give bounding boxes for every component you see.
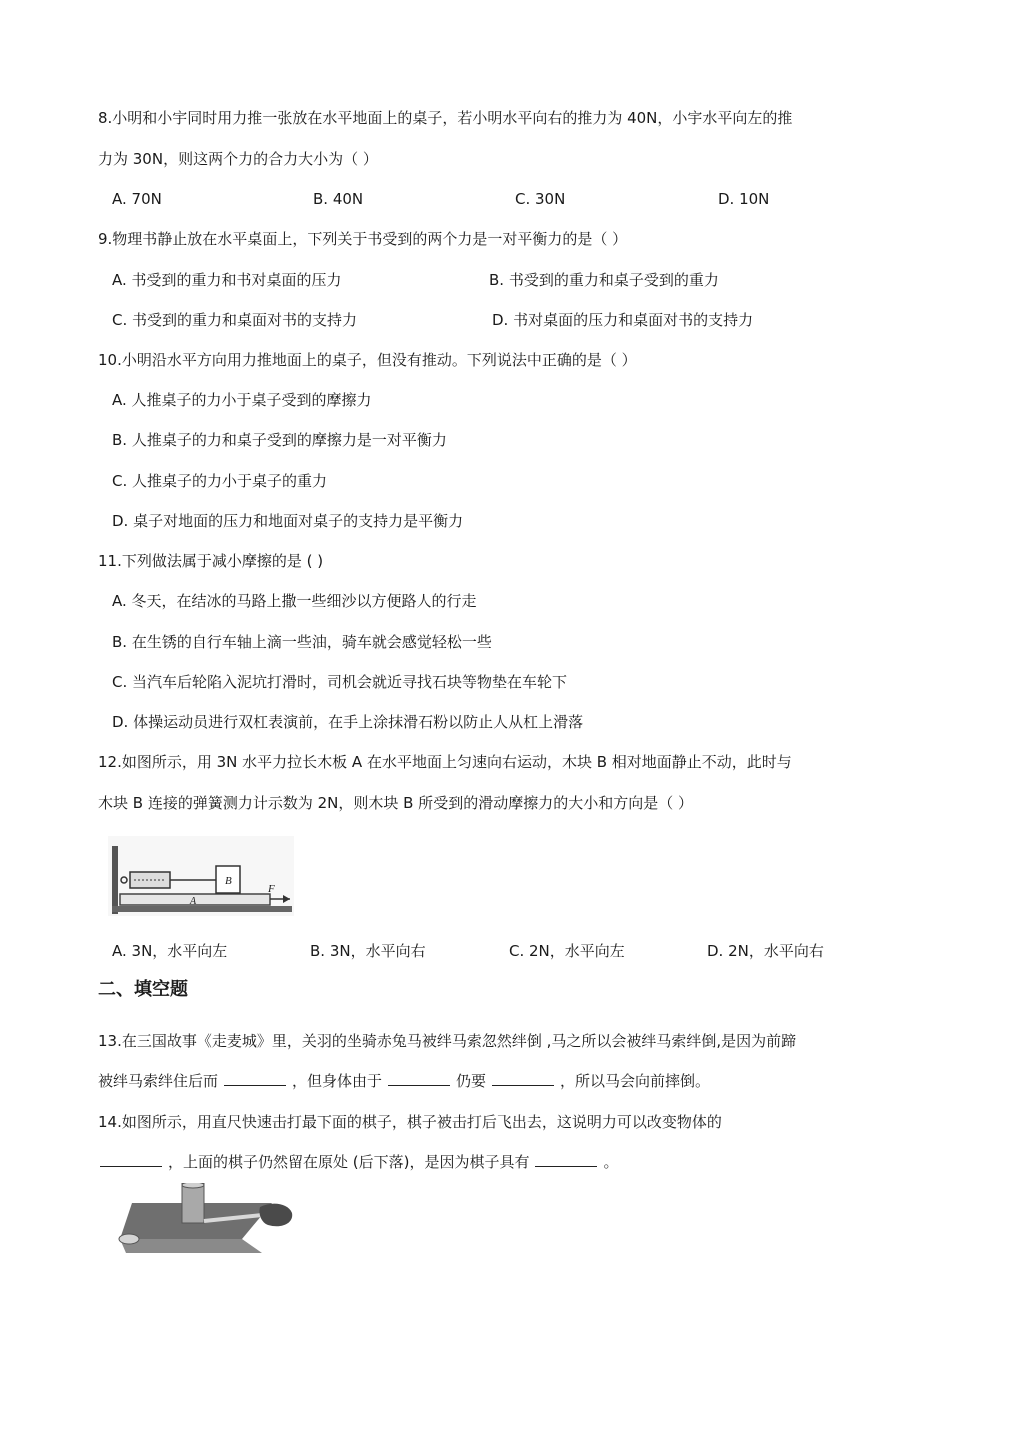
q10-option-b: B. 人推桌子的力和桌子受到的摩擦力是一对平衡力 <box>112 431 447 449</box>
q12-stem-line2: 木块 B 连接的弹簧测力计示数为 2N，则木块 B 所受到的滑动摩擦力的大小和方向是（ ） <box>98 794 693 812</box>
section-title: 二、填空题 <box>98 979 188 1000</box>
q12-option-b: B. 3N，水平向右 <box>310 942 426 960</box>
wall <box>112 846 118 914</box>
q10-option-c: C. 人推桌子的力小于桌子的重力 <box>112 472 328 490</box>
force-label: F <box>268 883 275 895</box>
q14-blank-2[interactable] <box>535 1152 597 1167</box>
q12-option-c: C. 2N，水平向左 <box>509 942 625 960</box>
q14-stem-line1: 14.如图所示，用直尺快速击打最下面的棋子，棋子被击打后飞出去，这说明力可以改变物体的 <box>98 1113 722 1131</box>
q12-figure <box>108 836 294 916</box>
q13-stem-line1: 13.在三国故事《走麦城》里，关羽的坐骑赤兔马被绊马索忽然绊倒 ,马之所以会被绊马索绊倒,是因为前蹄 <box>98 1032 797 1050</box>
q12-option-d: D. 2N，水平向右 <box>707 942 824 960</box>
q9-option-c: C. 书受到的重力和桌面对书的支持力 <box>112 311 358 329</box>
ground <box>112 906 292 912</box>
q13-text-part1: 被绊马索绊住后而 <box>98 1072 219 1090</box>
q14-figure <box>112 1183 294 1257</box>
q11-option-c: C. 当汽车后轮陷入泥坑打滑时，司机会就近寻找石块等物垫在车轮下 <box>112 673 568 691</box>
q14-text-part2: 。 <box>603 1153 619 1171</box>
q11-option-a: A. 冬天，在结冰的马路上撒一些细沙以方便路人的行走 <box>112 592 477 610</box>
q9-option-a: A. 书受到的重力和书对桌面的压力 <box>112 271 342 289</box>
q9-stem: 9.物理书静止放在水平桌面上，下列关于书受到的两个力是一对平衡力的是（ ） <box>98 230 628 248</box>
q11-stem: 11.下列做法属于减小摩擦的是 ( ) <box>98 552 324 570</box>
chess-stack-top <box>182 1183 204 1188</box>
q14-stem-line2 <box>94 1152 619 1172</box>
q12-stem-line1: 12.如图所示，用 3N 水平力拉长木板 A 在水平地面上匀速向右运动，木块 B 相对地面静止不动，此时与 <box>98 753 792 771</box>
chess-stack <box>182 1183 204 1223</box>
q9-option-b: B. 书受到的重力和桌子受到的重力 <box>489 271 719 289</box>
q8-stem-line2: 力为 30N，则这两个力的合力大小为（ ） <box>98 150 378 168</box>
q12-option-a: A. 3N，水平向左 <box>112 942 228 960</box>
q13-text-part4: ，所以马会向前摔倒。 <box>560 1072 711 1090</box>
q11-option-b: B. 在生锈的自行车轴上滴一些油，骑车就会感觉轻松一些 <box>112 633 492 651</box>
q11-option-d: D. 体操运动员进行双杠表演前，在手上涂抹滑石粉以防止人从杠上滑落 <box>112 713 584 731</box>
q13-blank-2[interactable] <box>388 1071 450 1086</box>
q10-stem: 10.小明沿水平方向用力推地面上的桌子，但没有推动。下列说法中正确的是（ ） <box>98 351 637 369</box>
board-a-label: A <box>190 896 197 907</box>
q8-stem-line1: 8.小明和小宇同时用力推一张放在水平地面上的桌子，若小明水平向右的推力为 40N，小宇水平向左的推 <box>98 109 793 127</box>
q13-text-part2: ，但身体由于 <box>292 1072 383 1090</box>
table-edge <box>120 1239 262 1253</box>
flying-chess-piece <box>119 1234 139 1244</box>
q13-blank-3[interactable] <box>492 1071 554 1086</box>
q14-text-part1: ，上面的棋子仍然留在原处 (后下落)，是因为棋子具有 <box>168 1153 530 1171</box>
q8-option-d: D. 10N <box>718 190 770 208</box>
q10-option-d: D. 桌子对地面的压力和地面对桌子的支持力是平衡力 <box>112 512 464 530</box>
q8-option-b: B. 40N <box>313 190 364 208</box>
q13-stem-line2 <box>98 1071 710 1091</box>
q13-blank-1[interactable] <box>224 1071 286 1086</box>
q14-blank-1[interactable] <box>100 1152 162 1167</box>
q13-text-part3: 仍要 <box>456 1072 487 1090</box>
block-b-label: B <box>225 875 232 887</box>
q10-option-a: A. 人推桌子的力小于桌子受到的摩擦力 <box>112 391 372 409</box>
q8-option-c: C. 30N <box>515 190 566 208</box>
q8-option-a: A. 70N <box>112 190 162 208</box>
q9-option-d: D. 书对桌面的压力和桌面对书的支持力 <box>492 311 754 329</box>
